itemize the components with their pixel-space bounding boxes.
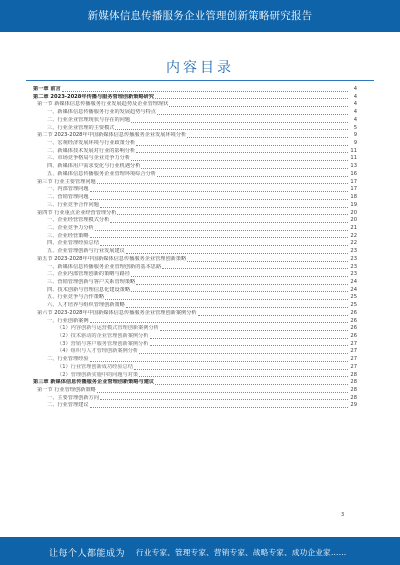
toc-leader-dots — [90, 407, 348, 408]
toc-leader-dots — [141, 168, 348, 169]
toc-leader-dots — [90, 237, 348, 238]
toc-entry-text: 三、企业经营策略 — [47, 232, 89, 239]
toc-entry[interactable] — [33, 318, 357, 326]
toc-entry-page: 9 — [353, 140, 357, 147]
toc-entry-page: 28 — [350, 387, 357, 394]
toc-entry-text: 二、营销管理问题 — [47, 194, 89, 201]
toc-entry[interactable] — [33, 310, 357, 318]
toc-entry-text: 第三章 新媒体信息传播服务企业管理创新策略与建议 — [33, 379, 155, 386]
toc-entry-text: 三、行业竞争合作问题 — [47, 201, 99, 208]
toc-leader-dots — [157, 176, 348, 177]
toc-entry-page: 21 — [350, 224, 357, 231]
toc-leader-dots — [90, 191, 348, 192]
toc-entry[interactable] — [33, 171, 357, 179]
toc-leader-dots — [100, 399, 348, 400]
toc-entry[interactable] — [33, 356, 357, 364]
toc-entry[interactable] — [33, 140, 357, 148]
toc-entry-text: （2）技术驱动的企业管理创新案例分析 — [57, 333, 149, 339]
toc-entry[interactable] — [33, 325, 357, 333]
page-number: 3 — [341, 512, 345, 518]
toc-entry-page: 26 — [350, 333, 357, 339]
toc-entry[interactable] — [33, 194, 357, 202]
toc-leader-dots — [117, 214, 348, 215]
toc-entry-text: 四、新媒体用户需求变化与行业机遇分析 — [47, 163, 141, 170]
toc-entry[interactable] — [33, 163, 357, 171]
toc-entry-text: （4）组织与人才管理创新案例分析 — [57, 348, 139, 355]
toc-entry-page: 28 — [350, 394, 357, 401]
toc-entry[interactable] — [33, 225, 357, 233]
toc-entry[interactable] — [33, 202, 357, 210]
toc-entry-text: 一、新媒体信息传播服务行业的发展趋势与特点 — [47, 109, 156, 116]
toc-leader-dots — [131, 291, 348, 292]
toc-entry[interactable] — [33, 287, 357, 295]
toc-entry[interactable] — [33, 372, 357, 380]
toc-leader-dots — [110, 222, 348, 223]
toc-entry[interactable] — [33, 302, 357, 310]
toc-entry-text: 四、技术创新与管理信息化建设策略 — [47, 286, 131, 293]
toc-entry[interactable] — [33, 333, 357, 341]
toc-leader-dots — [155, 384, 348, 385]
toc-entry[interactable] — [33, 402, 357, 410]
toc-entry-page: 4 — [353, 86, 357, 92]
toc-entry-text: 二、行业管理经验 — [47, 356, 89, 363]
toc-entry-page: 13 — [350, 163, 357, 170]
toc-entry-page: 29 — [350, 402, 357, 409]
toc-entry-text: 一、宏观经济发展环境与行业政策分析 — [47, 140, 136, 147]
toc-entry[interactable] — [33, 379, 357, 387]
toc-entry-page: 23 — [350, 255, 357, 262]
toc-entry-page: 27 — [350, 340, 357, 347]
toc-entry-page: 26 — [350, 309, 357, 316]
toc-entry-text: （1）行业管理创新成功经验总结 — [57, 363, 133, 370]
footer-slogan: 让每个人都能成为 — [49, 549, 126, 559]
toc-entry-text: 二、新媒体技术发展对行业的影响分析 — [47, 147, 136, 154]
toc-entry[interactable] — [33, 364, 357, 372]
toc-entry-text: 二、行业企业管理现状与存在的问题 — [47, 116, 131, 123]
toc-leader-dots — [131, 276, 348, 277]
toc-entry[interactable] — [33, 279, 357, 287]
toc-leader-dots — [136, 284, 348, 285]
toc-entry-text: 二、企业内部管理创新的策略与路径 — [47, 271, 131, 278]
toc-leader-dots — [131, 160, 348, 161]
toc-entry-page: 4 — [353, 93, 357, 100]
toc-entry-text: 一、企业经营管理模式分析 — [47, 217, 110, 224]
toc-entry-page: 11 — [350, 147, 357, 154]
toc-entry-text: 一、内部管理问题 — [47, 186, 89, 193]
toc-entry-page: 23 — [350, 271, 357, 278]
toc-entry[interactable] — [33, 179, 357, 187]
toc-leader-dots — [126, 253, 348, 254]
toc-entry-text: 第一章 前言 — [33, 86, 61, 92]
toc-entry-text: 四、企业管理经验总结 — [47, 240, 99, 247]
toc-entry-page: 26 — [350, 325, 357, 332]
toc-entry-page: 27 — [350, 348, 357, 355]
toc-leader-dots — [115, 129, 348, 130]
toc-entry-page: 4 — [353, 101, 357, 108]
toc-leader-dots — [136, 152, 348, 153]
table-of-contents — [33, 86, 357, 410]
toc-leader-dots — [90, 322, 348, 323]
toc-leader-dots — [160, 330, 348, 331]
toc-leader-dots — [97, 183, 348, 184]
toc-entry-text: 二、企业竞争力分析 — [47, 224, 94, 231]
toc-entry-text: 五、行业竞争与合作策略 — [47, 294, 105, 301]
toc-entry-text: 第三节 行业主要管理问题 — [37, 178, 96, 185]
toc-entry-text: （2）管理创新实施中的问题与对策 — [57, 371, 139, 378]
toc-leader-dots — [105, 299, 348, 300]
toc-leader-dots — [131, 122, 348, 123]
toc-entry-text: 第四节 行业重点企业经营管理分析 — [37, 209, 117, 216]
report-title: 新媒体信息传播服务企业管理创新策略研究报告 — [87, 10, 313, 22]
toc-entry-page: 17 — [350, 186, 357, 193]
toc-entry-page: 26 — [350, 317, 357, 324]
toc-entry-page: 5 — [353, 124, 357, 131]
toc-entry[interactable] — [33, 109, 357, 117]
toc-entry[interactable] — [33, 233, 357, 241]
toc-entry[interactable] — [33, 348, 357, 356]
toc-leader-dots — [100, 245, 348, 246]
toc-entry-text: 第二章 2023-2028年传播与服务管理创新策略研究 — [33, 93, 155, 100]
toc-leader-dots — [187, 261, 348, 262]
toc-leader-dots — [187, 137, 348, 138]
toc-entry-text: 一、行业创新案例 — [47, 317, 89, 324]
toc-entry-text: （1）内容创新与运营模式管理创新案例分析 — [57, 325, 159, 332]
toc-entry[interactable] — [33, 341, 357, 349]
toc-entry-page: 22 — [350, 240, 357, 247]
toc-leader-dots — [139, 376, 348, 377]
toc-entry[interactable] — [33, 186, 357, 194]
toc-leader-dots — [139, 353, 348, 354]
report-header-bar — [0, 0, 400, 32]
toc-leader-dots — [95, 230, 348, 231]
toc-entry-page: 4 — [353, 109, 357, 116]
toc-entry[interactable] — [33, 94, 357, 102]
toc-entry[interactable] — [33, 395, 357, 403]
toc-entry[interactable] — [33, 294, 357, 302]
toc-entry-page: 18 — [350, 194, 357, 201]
toc-entry-text: 第一节 行业管理创新策略 — [37, 387, 96, 394]
toc-entry[interactable] — [33, 155, 357, 163]
toc-entry-text: 第二节 2023-2028年中国新媒体信息传播服务企业发展环境分析 — [37, 132, 187, 139]
toc-entry-page: 27 — [350, 356, 357, 363]
toc-leader-dots — [90, 199, 348, 200]
toc-entry-page: 28 — [350, 371, 357, 378]
toc-leader-dots — [198, 315, 348, 316]
toc-entry-text: （3）营销与客户服务管理创新案例分析 — [57, 340, 149, 347]
toc-leader-dots — [134, 369, 348, 370]
toc-entry-text: 一、新媒体信息传播服务企业管理创新的基本思路 — [47, 263, 162, 270]
toc-entry-page: 9 — [353, 132, 357, 139]
toc-entry[interactable] — [33, 125, 357, 133]
toc-entry[interactable] — [33, 256, 357, 264]
toc-entry-page: 25 — [350, 302, 357, 309]
toc-entry-page: 22 — [350, 232, 357, 239]
toc-entry-page: 28 — [350, 379, 357, 386]
toc-entry-page: 23 — [350, 263, 357, 270]
toc-entry-page: 4 — [353, 116, 357, 123]
toc-entry[interactable] — [33, 148, 357, 156]
toc-entry-text: 六、人才培养与组织管理创新策略 — [47, 302, 125, 309]
toc-entry-page: 23 — [350, 248, 357, 255]
toc-leader-dots — [90, 361, 348, 362]
toc-leader-dots — [155, 98, 348, 99]
toc-entry[interactable] — [33, 217, 357, 225]
toc-entry[interactable] — [33, 264, 357, 272]
toc-leader-dots — [136, 145, 348, 146]
toc-entry-text: 第五节 2023-2028年中国新媒体信息传播服务企业管理创新策略 — [37, 255, 187, 262]
toc-entry-page: 27 — [350, 363, 357, 370]
toc-entry-text: 三、营销管理创新与客户关系管理策略 — [47, 278, 136, 285]
toc-entry-page: 17 — [350, 178, 357, 185]
toc-entry[interactable] — [33, 210, 357, 218]
toc-entry-text: 第六节 2023-2028年中国新媒体信息传播服务企业管理创新案例分析 — [37, 309, 197, 316]
toc-leader-dots — [157, 114, 348, 115]
toc-entry-page: 25 — [350, 294, 357, 301]
toc-entry[interactable] — [33, 271, 357, 279]
toc-entry-page: 16 — [350, 170, 357, 177]
toc-entry[interactable] — [33, 248, 357, 256]
toc-leader-dots — [97, 392, 348, 393]
toc-divider — [26, 80, 374, 81]
toc-entry[interactable] — [33, 240, 357, 248]
toc-entry[interactable] — [33, 117, 357, 125]
toc-entry-page: 11 — [350, 155, 357, 162]
toc-entry-page: 19 — [350, 201, 357, 208]
toc-entry[interactable] — [33, 387, 357, 395]
report-footer-bar — [0, 537, 400, 565]
toc-entry[interactable] — [33, 132, 357, 140]
toc-leader-dots — [169, 106, 348, 107]
toc-entry-text: 三、市场竞争格局与企业竞争力分析 — [47, 155, 131, 162]
toc-leader-dots — [150, 338, 349, 339]
toc-entry-page: 24 — [350, 278, 357, 285]
toc-entry[interactable] — [33, 86, 357, 94]
toc-entry-text: 三、行业企业管理的主要模式 — [47, 124, 115, 131]
toc-entry-page: 20 — [350, 217, 357, 224]
toc-leader-dots — [126, 307, 348, 308]
toc-leader-dots — [100, 207, 348, 208]
toc-entry-text: 五、企业管理创新与行业发展建议 — [47, 248, 125, 255]
toc-entry-page: 24 — [350, 286, 357, 293]
toc-entry-text: 五、新媒体信息传播服务企业管理环境综合分析 — [47, 170, 156, 177]
toc-leader-dots — [150, 345, 349, 346]
toc-entry[interactable] — [33, 101, 357, 109]
toc-entry-text: 第一节 新媒体信息传播服务行业发展趋势及企业管理现状 — [37, 101, 169, 108]
toc-heading: 内容目录 — [166, 60, 234, 76]
toc-entry-text: 一、主要管理创新方向 — [47, 394, 99, 401]
toc-leader-dots — [162, 268, 348, 269]
toc-entry-page: 20 — [350, 209, 357, 216]
toc-entry-text: 二、行业管理建议 — [47, 402, 89, 409]
toc-leader-dots — [62, 91, 348, 92]
footer-services: 行业专家、管理专家、营销专家、战略专家、成功企业家…… — [136, 548, 347, 557]
